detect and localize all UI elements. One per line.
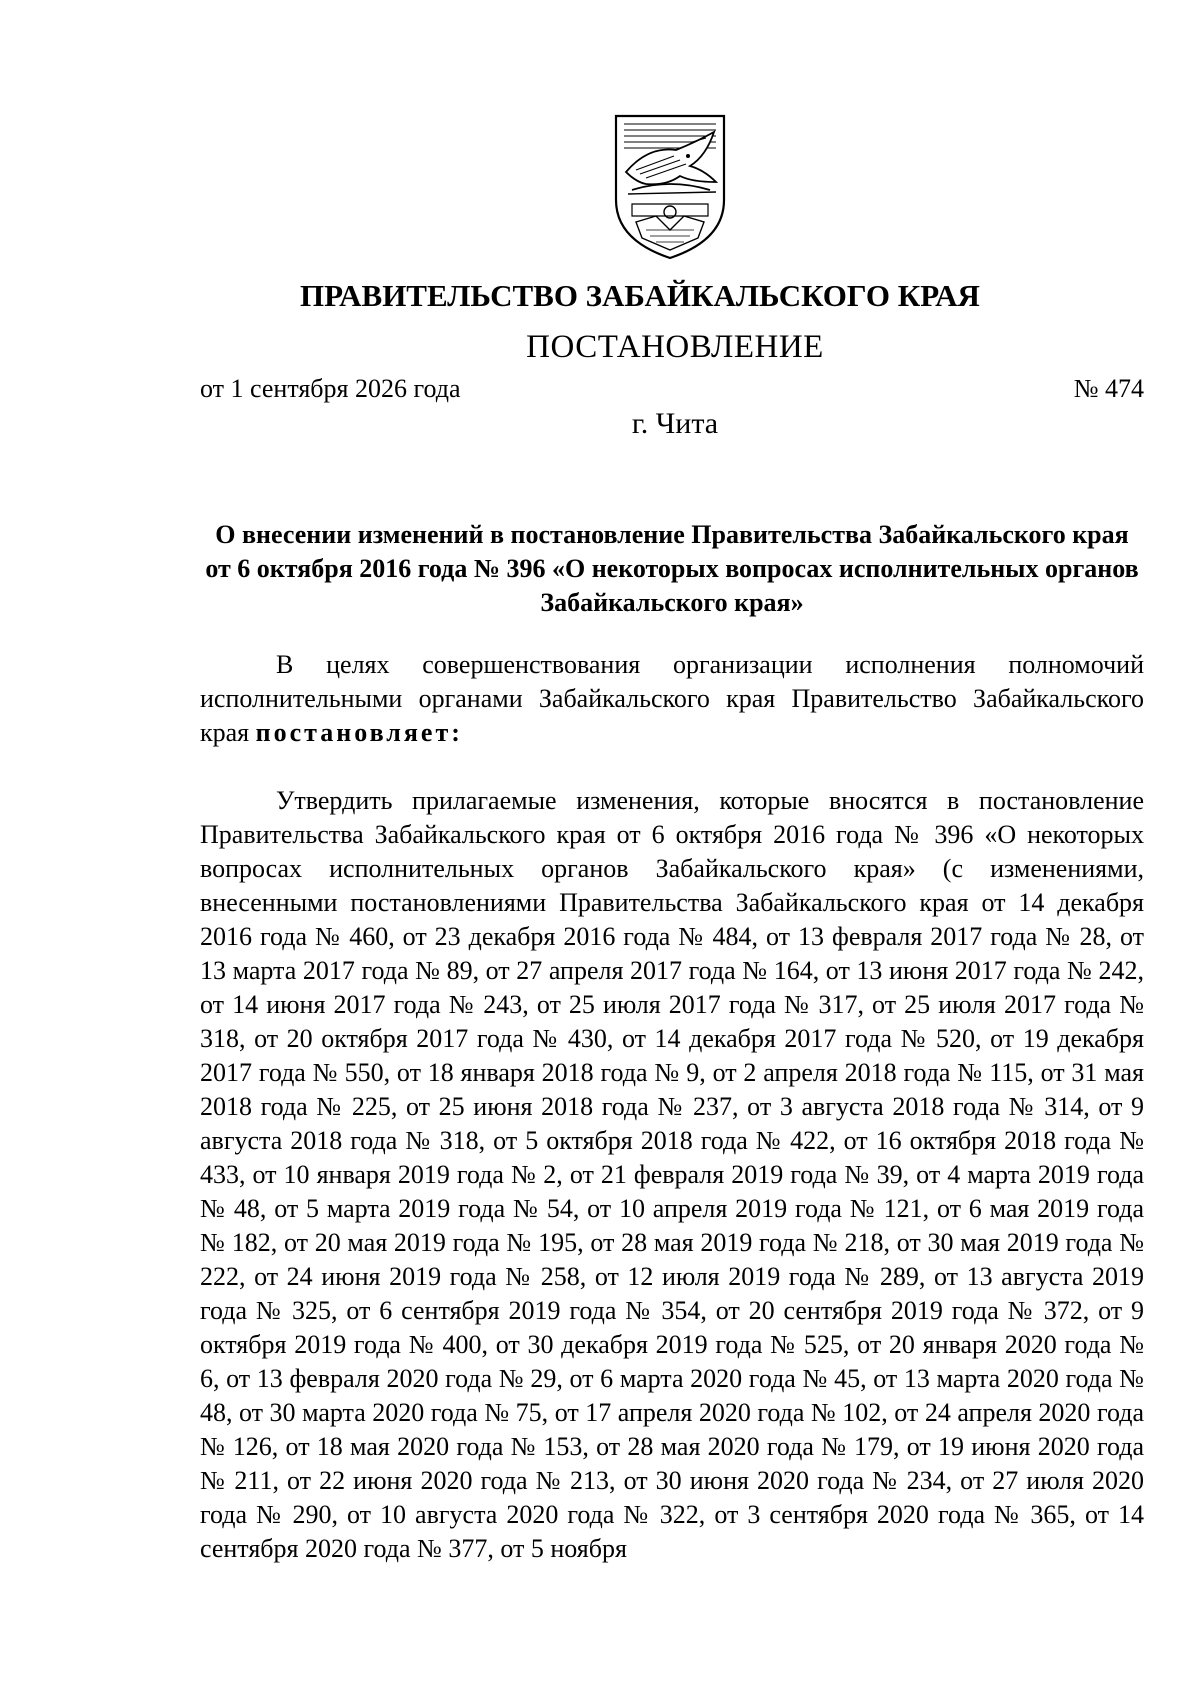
document-city: г. Чита — [631, 407, 719, 440]
government-title: ПРАВИТЕЛЬСТВО ЗАБАЙКАЛЬСКОГО КРАЯ — [300, 278, 980, 313]
zabaikalsky-krai-coat-of-arms-icon — [606, 112, 734, 262]
document-date: от 1 сентября 2026 года — [200, 374, 461, 403]
preamble-keyword: постановляет: — [255, 718, 463, 747]
preamble-text: В целях совершенствования организации исполнения полномочий исполнительными органами Забайкальского края Правительство Забайкальского края — [200, 650, 1144, 747]
main-paragraph: Утвердить прилагаемые изменения, которые вносятся в постановление Правительства Забайкальского края от 6 октября 2016 года № 396 «О некоторых вопросах исполнительных органов Забайкальского края» (с изменениями, внесенными постановлениями Правительства Забайкальского края от 14 декабря 2016 года № 460, от 23 декабря 2016 года № 484, от 13 февраля 2017 года № 28, от 13 марта 2017 года № 89, от 27 апреля 2017 года № 164, от 13 июня 2017 года № 242, от 14 июня 2017 года № 243, от 25 июля 2017 года № 317, от 25 июля 2017 года № 318, от 20 октября 2017 года № 430, от 14 декабря 2017 года № 520, от 19 декабря 2017 года № 550, от 18 января 2018 года № 9, от 2 апреля 2018 года № 115, от 31 мая 2018 года № 225, от 25 июня 2018 года № 237, от 3 августа 2018 года № 314, от 9 августа 2018 года № 318, от 5 октября 2018 года № 422, от 16 октября 2018 года № 433, от 10 января 2019 года № 2, от 21 февраля 2019 года № 39, от 4 марта 2019 года № 48, от 5 марта 2019 года № 54, от 10 апреля 2019 года № 121, от 6 мая 2019 года № 182, от 20 мая 2019 года № 195, от 28 мая 2019 года № 218, от 30 мая 2019 года № 222, от 24 июня 2019 года № 258, от 12 июля 2019 года № 289, от 13 августа 2019 года № 325, от 6 сентября 2019 года № 354, от 20 сентября 2019 года № 372, от 9 октября 2019 года № 400, от 30 декабря 2019 года № 525, от 20 января 2020 года № 6, от 13 февраля 2020 года № 29, от 6 марта 2020 года № 45, от 13 марта 2020 года № 48, от 30 марта 2020 года № 75, от 17 апреля 2020 года № 102, от 24 апреля 2020 года № 126, от 18 мая 2020 года № 153, от 28 мая 2020 года № 179, от 19 июня 2020 года № 211, от 22 июня 2020 года № 213, от 30 июня 2020 года № 234, от 27 июля 2020 года № 290, от 10 августа 2020 года № 322, от 3 сентября 2020 года № 365, от 14 сентября 2020 года № 377, от 5 ноября — [200, 786, 1144, 1563]
document-number: № 474 — [1073, 374, 1144, 403]
document-type: ПОСТАНОВЛЕНИЕ — [526, 329, 824, 365]
preamble-paragraph — [200, 648, 1144, 750]
document-body — [200, 648, 1144, 1566]
document-subject: О внесении изменений в постановление Правительства Забайкальского края от 6 октября 2016 года № 396 «О некоторых вопросах исполнительных органов Забайкальского края» — [205, 520, 1139, 617]
